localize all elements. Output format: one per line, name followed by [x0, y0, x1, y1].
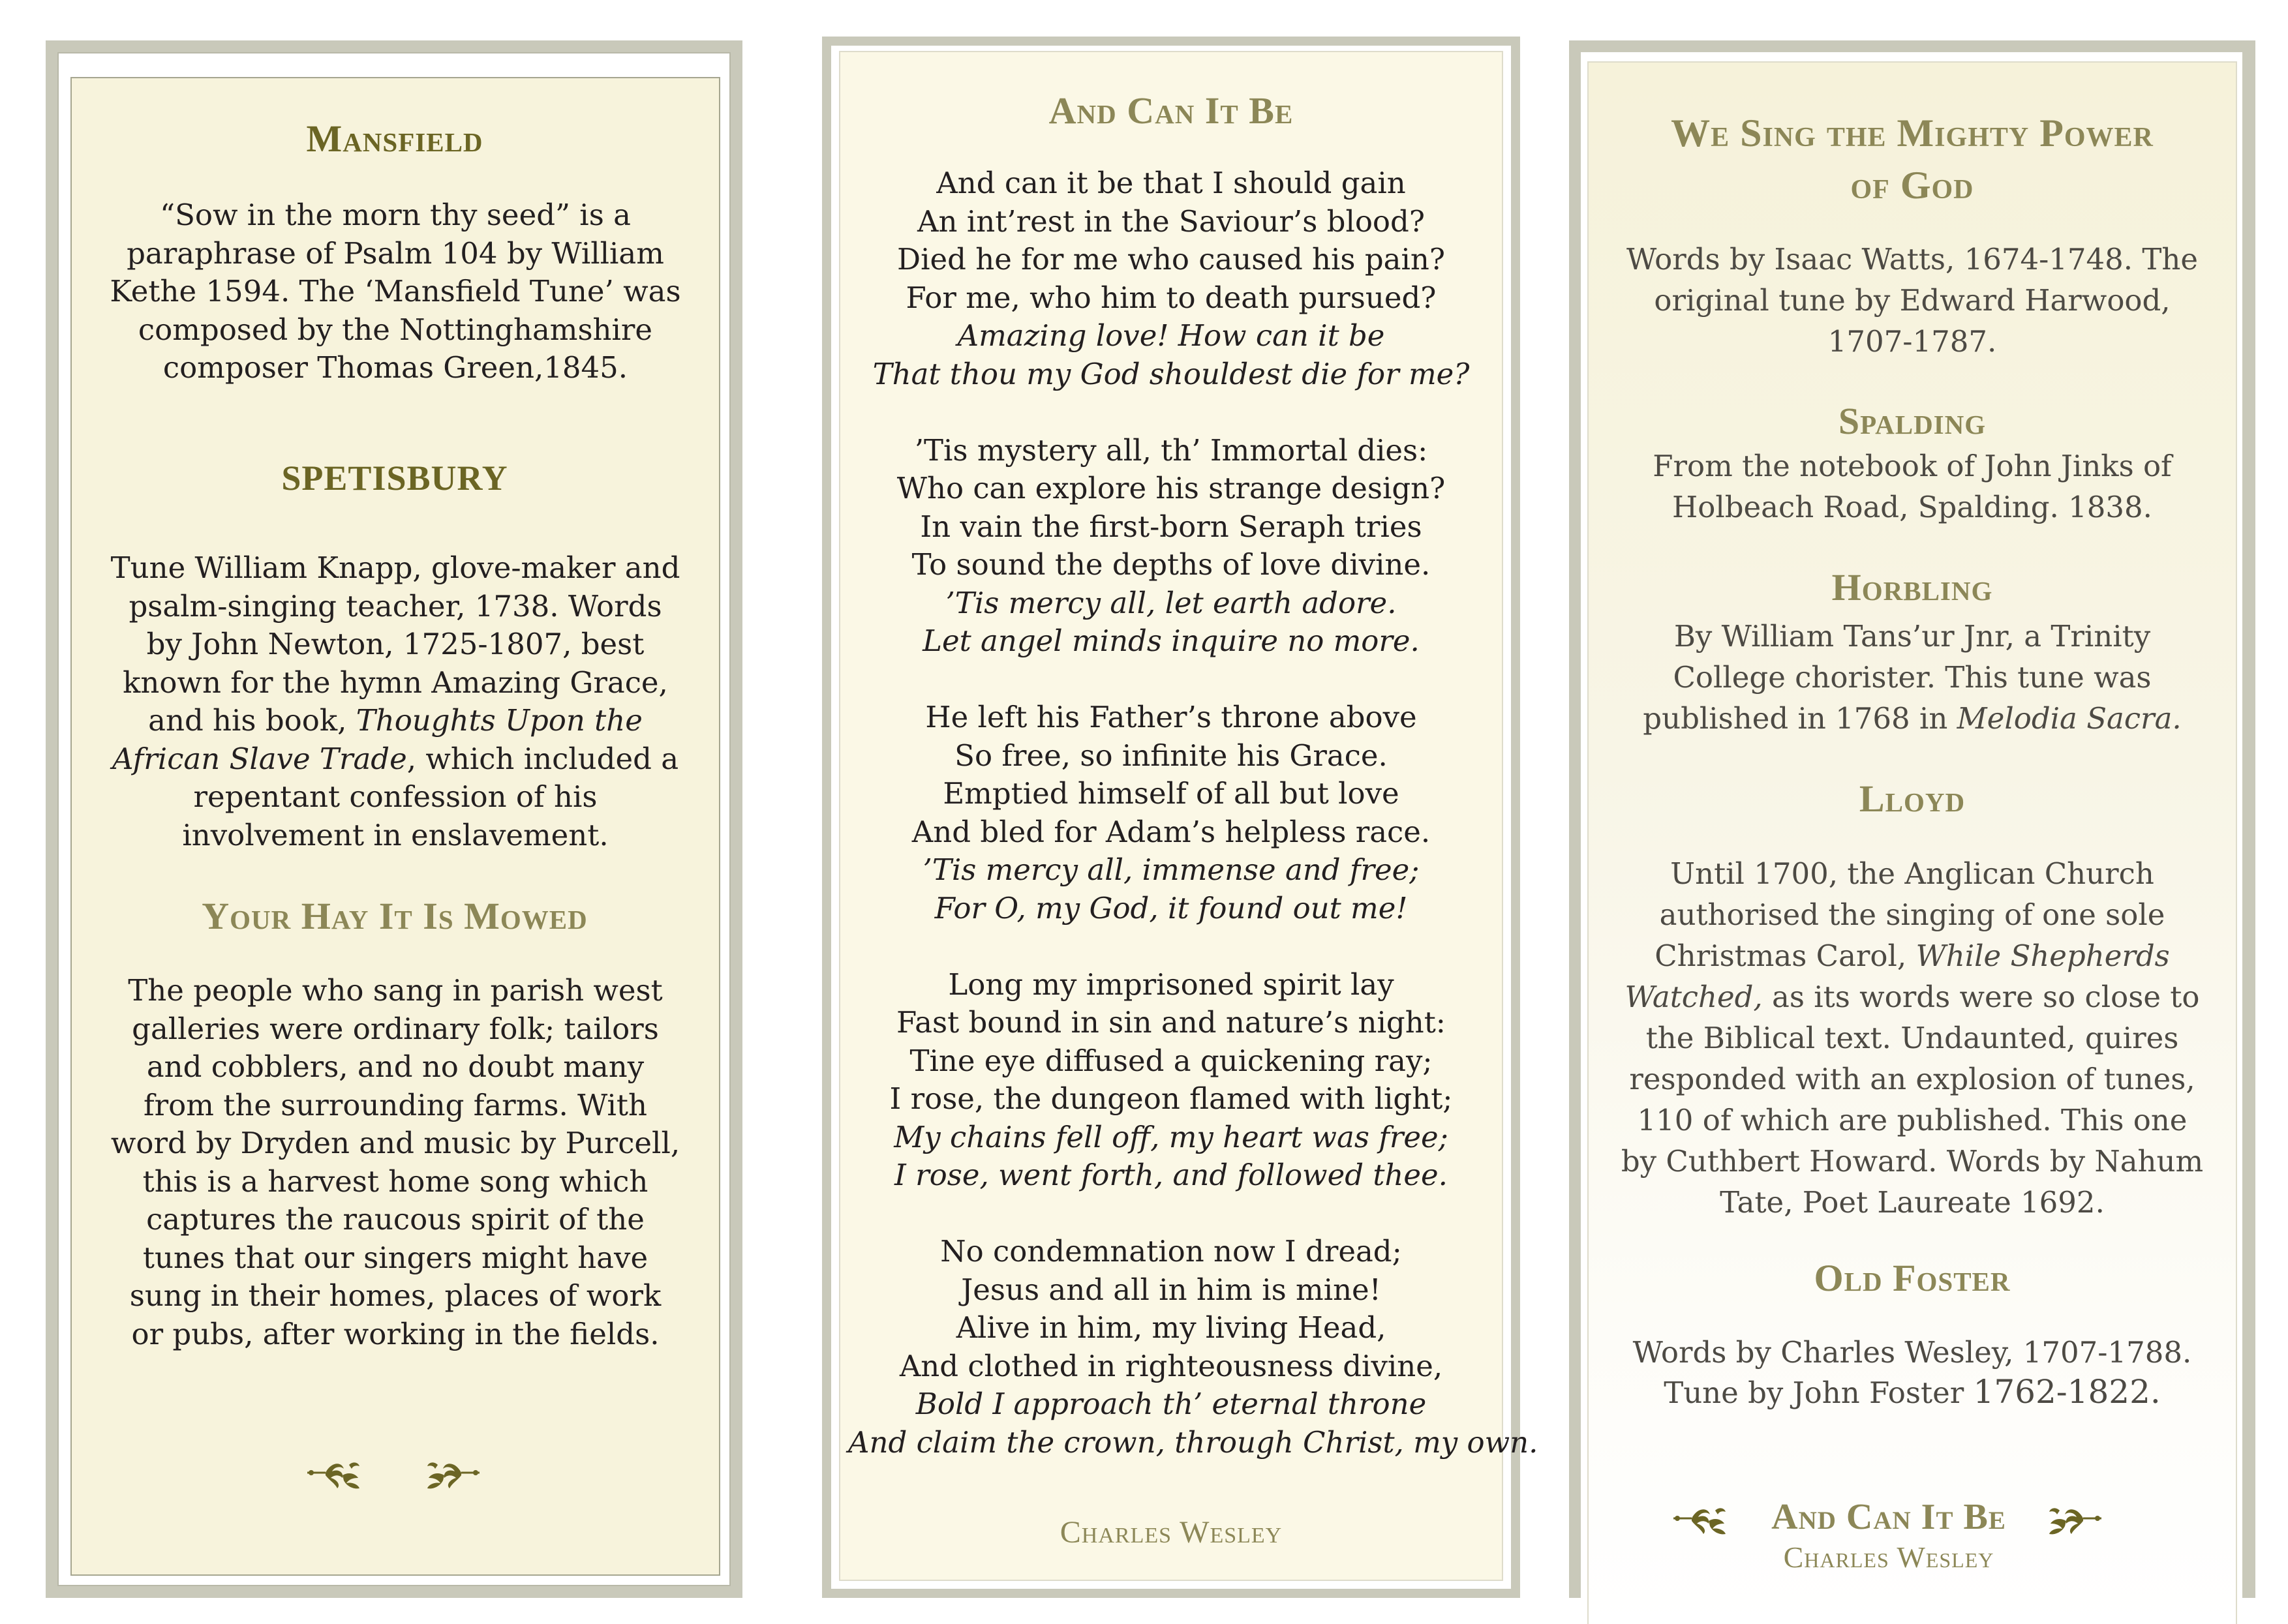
horbling-text-wrap — [1618, 616, 2206, 739]
spalding-section — [1618, 398, 2206, 444]
old-foster-section — [1618, 1256, 2206, 1301]
verse-line: For me, who him to death pursued? — [906, 280, 1437, 315]
old-foster-line1: Words by Charles Wesley, 1707-1788. — [1632, 1335, 2192, 1370]
spetisbury-text-b: , which included a repentant confession of his involvement in enslavement. — [182, 741, 679, 852]
horbling-section — [1618, 565, 2206, 610]
refrain-line: Bold I approach th’ eternal throne — [915, 1387, 1427, 1421]
lloyd-text — [1618, 853, 2206, 1223]
verse-line: I rose, the dungeon flamed with light; — [889, 1081, 1453, 1116]
old-foster-dates: 1762-1822. — [1973, 1373, 2161, 1411]
mansfield-section — [104, 116, 685, 162]
spetisbury-book-title: Thoughts Upon the African Slave Trade — [112, 703, 643, 776]
footer-title: And Can It Be — [1771, 1497, 2006, 1537]
verse-line: ’Tis mystery all, th’ Immortal dies: — [914, 432, 1428, 468]
spetisbury-text-a: Tune William Knapp, glove-maker and psalm-singing teacher, 1738. Words by John Newton, 1725-1807, best known for the hymn Amazing Grace, and his book, — [110, 550, 680, 738]
hymn-author-wrap — [848, 1513, 1494, 1552]
mighty-title-line1: We Sing the Mighty Power — [1671, 112, 2154, 155]
verse-line: In vain the first-born Seraph tries — [920, 509, 1422, 544]
verse-line: Long my imprisoned spirit lay — [948, 967, 1394, 1002]
verse-line: Who can explore his strange design? — [896, 471, 1446, 505]
verse-line: Jesus and all in him is mine! — [961, 1272, 1381, 1307]
horbling-book-title: Melodia Sacra. — [1957, 701, 2182, 736]
stanza — [848, 432, 1494, 661]
refrain-line: My chains fell off, my heart was free; — [894, 1119, 1448, 1154]
footer-fleuron-right-icon — [2041, 1504, 2110, 1537]
mighty-section — [1618, 107, 2206, 211]
old-foster-title: Old Foster — [1814, 1257, 2011, 1299]
spalding-text: From the notebook of John Jinks of Holbeach Road, Spalding. 1838. — [1653, 449, 2172, 524]
verse-line: So free, so infinite his Grace. — [954, 738, 1388, 773]
verse-line: To sound the depths of love divine. — [911, 547, 1431, 582]
mighty-title — [1618, 107, 2206, 211]
refrain-line: For O, my God, it found out me! — [934, 890, 1408, 925]
refrain-line: Amazing love! How can it be — [957, 318, 1385, 353]
lloyd-carol-title: While Shepherds Watched, — [1624, 939, 2170, 1014]
spalding-text-wrap — [1618, 445, 2206, 528]
hay-title: Your Hay It Is Mowed — [202, 895, 588, 937]
lloyd-section — [1618, 776, 2206, 822]
mansfield-text: “Sow in the morn thy seed” is a paraphrase of Psalm 104 by William Kethe 1594. The ‘Mansfield Tune’ was composed by the Nottinghamshire composer Thomas Green,1845. — [110, 198, 681, 385]
verse-line: And bled for Adam’s helpless race. — [911, 814, 1431, 849]
lloyd-text-wrap — [1618, 853, 2206, 1223]
lloyd-text-a: Until 1700, the Anglican Church authorised the singing of one sole Christmas Carol, — [1655, 856, 2165, 973]
refrain-line: And claim the crown, through Christ, my own. — [848, 1424, 1538, 1460]
verse-line: Died he for me who caused his pain? — [897, 242, 1445, 277]
verse-line: Emptied himself of all but love — [943, 776, 1399, 811]
hay-text: The people who sang in parish west galleries were ordinary folk; tailors and cobblers, and no doubt many from the surrounding farms. With word by Dryden and music by Purcell, this is a harvest home song which captures the raucous spirit of the tunes that our singers might have sung in their homes, places of work or pubs, after working in the fields. — [110, 973, 680, 1351]
mansfield-text-wrap — [110, 196, 681, 387]
hay-section — [104, 894, 685, 939]
verse-line: Alive in him, my living Head, — [956, 1310, 1386, 1345]
verse-line: And clothed in righteousness divine, — [899, 1348, 1443, 1383]
spalding-title: Spalding — [1838, 400, 1987, 442]
verse-line: Fast bound in sin and nature’s night: — [896, 1005, 1446, 1040]
footer-fleuron-left-icon — [1665, 1504, 1734, 1537]
stanza — [848, 966, 1494, 1195]
fleuron-right-icon — [418, 1458, 489, 1491]
refrain-line: I rose, went forth, and followed thee. — [894, 1158, 1448, 1192]
refrain-line: ’Tis mercy all, let earth adore. — [945, 585, 1397, 620]
fleuron-left-icon — [297, 1458, 369, 1491]
hymn-author: Charles Wesley — [1060, 1515, 1283, 1550]
mansfield-title: Mansfield — [306, 117, 483, 160]
mighty-text: Words by Isaac Watts, 1674-1748. The original tune by Edward Harwood, 1707-1787. — [1626, 242, 2199, 359]
verse-line: An int’rest in the Saviour’s blood? — [917, 203, 1425, 239]
spetisbury-text-wrap — [110, 549, 681, 854]
spetisbury-text — [110, 549, 681, 854]
verse-line: He left his Father’s throne above — [925, 700, 1417, 734]
stanza — [848, 164, 1494, 393]
mighty-title-line2: of God — [1850, 164, 1974, 207]
hymn-title-wrap — [848, 87, 1494, 134]
mighty-text-wrap — [1618, 239, 2206, 362]
old-foster-text — [1618, 1333, 2206, 1413]
verse-container — [848, 164, 1538, 1462]
refrain-line: Let angel minds inquire no more. — [923, 624, 1420, 658]
old-foster-line2 — [1618, 1372, 2206, 1413]
lloyd-text-b: as its words were so close to the Biblical text. Undaunted, quires responded with an explosion of tunes, 110 of which are published. This one by Cuthbert Howard. Words by Nahum Tate, Poet Laureate 1692. — [1621, 980, 2204, 1220]
hay-text-wrap — [110, 972, 681, 1353]
hymn-verses — [848, 164, 1538, 1500]
verse-line: Tine eye diffused a quickening ray; — [909, 1043, 1433, 1078]
spetisbury-section — [104, 455, 685, 501]
old-foster-text-wrap — [1618, 1333, 2206, 1413]
horbling-title: Horbling — [1831, 566, 1993, 609]
hymn-title: And Can It Be — [1048, 89, 1294, 132]
footer-author: Charles Wesley — [1783, 1541, 1994, 1574]
spetisbury-title: SPETISBURY — [281, 459, 508, 498]
old-foster-line2-a: Tune by John Foster — [1664, 1376, 1974, 1410]
stanza — [848, 699, 1494, 927]
stanza — [848, 1233, 1538, 1462]
footer-title-wrap — [1748, 1496, 2029, 1538]
verse-line: And can it be that I should gain — [936, 166, 1406, 200]
verse-line: No condemnation now I dread; — [940, 1234, 1402, 1269]
horbling-text-a: By William Tans’ur Jnr, a Trinity College chorister. This tune was published in 1768 in — [1643, 619, 2152, 736]
lloyd-title: Lloyd — [1859, 777, 1966, 820]
refrain-line: ’Tis mercy all, immense and free; — [923, 852, 1420, 887]
footer-author-wrap — [1748, 1539, 2029, 1576]
refrain-line: That thou my God shouldest die for me? — [872, 356, 1470, 391]
horbling-text — [1618, 616, 2206, 739]
